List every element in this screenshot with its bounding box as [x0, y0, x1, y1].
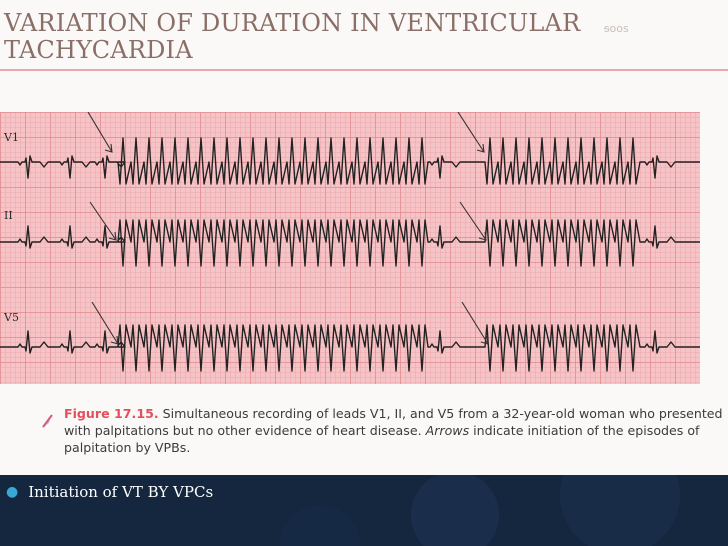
lead-label-v1: V1 [4, 131, 19, 144]
arrow-pointer-icon [458, 112, 484, 152]
ecg-trace-v1 [0, 138, 700, 184]
bullet-text: Initiation of VT BY VPCs [28, 483, 214, 501]
bullet-item [6, 483, 213, 501]
lead-label-v5: V5 [4, 311, 19, 324]
pen-mark-icon [40, 412, 58, 430]
caption-part-2: indicate initiation of the episodes of palpitation by VPBs. [64, 423, 700, 455]
bleed-through-text: ᵴoos [604, 22, 629, 35]
caption-emphasis: Arrows [425, 423, 470, 438]
arrow-pointer-icon [460, 202, 486, 240]
bullet-dot-icon: ● [6, 484, 19, 500]
title-rule [0, 69, 728, 71]
caption-part-1: Simultaneous recording of leads V1, II, and V5 from a 32-year-old woman who presented with palpitations but no other evidence of heart disease. [64, 406, 723, 438]
figure-caption [64, 405, 724, 456]
arrow-pointer-icon [90, 202, 116, 240]
figure-label: Figure 17.15. [64, 406, 159, 421]
lead-label-ii: II [4, 209, 13, 222]
arrow-pointer-icon [462, 302, 488, 344]
arrow-pointer-icon [88, 112, 112, 152]
ecg-traces [0, 112, 700, 384]
ecg-trace-ii [0, 220, 700, 266]
ecg-trace-v5 [0, 325, 700, 371]
slide-title: VARIATION OF DURATION IN VENTRICULAR TACHYCARDIA [4, 9, 581, 64]
